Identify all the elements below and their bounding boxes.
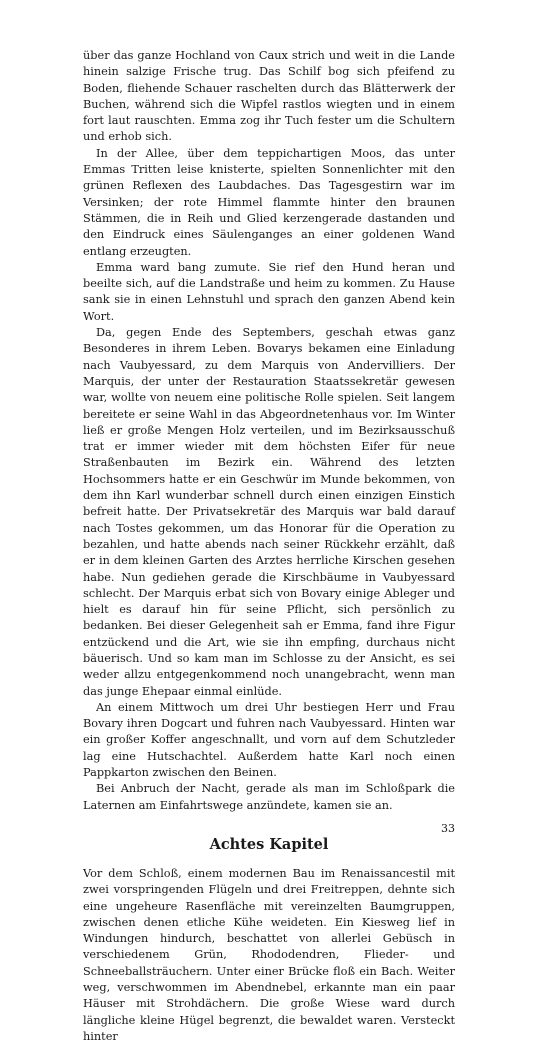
page-number: 33 xyxy=(441,822,455,835)
paragraph-allee: In der Allee, über dem teppichartigen Moos, das unter Emmas Tritten leise knisterte, spielten Sonnenlichter mit den grünen Reflexen des Laubdaches. Das Tagesgestirn war im Versinken; der rote Himmel flammte hinter den braunen Stämmen, die in Reih und Glied kerzengerade dastanden und den Eindruck eines Säulenganges an einer goldenen Wand entlang erzeugten. xyxy=(83,146,455,258)
paragraph-emma-bang: Emma ward bang zumute. Sie rief den Hund heran und beeilte sich, auf die Landstraße und heim zu kommen. Zu Hause sank sie in einen Lehnstuhl und sprach den ganzen Abend kein Wort. xyxy=(83,260,455,323)
page-body xyxy=(83,48,455,1045)
paragraph-einladung: Da, gegen Ende des Septembers, geschah etwas ganz Besonderes in ihrem Leben. Bovarys bekamen eine Einladung nach Vaubyessard, zu dem Marquis von Andervilliers. Der Marquis, der unter der Restauration Staatssekretär gewesen war, wollte von neuem eine politische Rolle spielen. Seit langem bereitete er seine Wahl in das Abgeordnetenhaus vor. Im Winter ließ er große Mengen Holz verteilen, und im Bezirksausschuß trat er immer wieder mit dem höchsten Eifer für neue Straßenbauten im Bezirk ein. Während des letzten Hochsommers hatte er ein Geschwür im Munde bekommen, von dem ihn Karl wunderbar schnell durch einen einzigen Einstich befreit hatte. Der Privatsekretär des Marquis war bald darauf nach Tostes gekommen, um das Honorar für die Operation zu bezahlen, und hatte abends nach seiner Rückkehr erzählt, daß er in dem kleinen Garten des Arztes herrliche Kirschen gesehen habe. Nun gediehen gerade die Kirschbäume in Vaubyessard schlecht. Der Marquis erbat sich von Bovary einige Ableger und hielt es darauf hin für seine Pflicht, sich persönlich zu bedanken. Bei dieser Gelegenheit sah er Emma, fand ihre Figur entzückend und die Art, wie sie ihn empfing, durchaus nicht bäuerisch. Und so kam man im Schlosse zu der Ansicht, es sei weder allzu entgegenkommend noch unangebracht, wenn man das junge Ehepaar einmal einlüde. xyxy=(83,326,455,698)
paragraph-anbruch: Bei Anbruch der Nacht, gerade als man im Schloßpark die Laternen am Einfahrtswege anzündete, kamen sie an. xyxy=(83,782,455,812)
paragraph-schloss: Vor dem Schloß, einem modernen Bau im Renaissancestil mit zwei vorspringenden Flügeln und drei Freitreppen, dehnte sich eine ungeheure Rasenfläche mit vereinzelten Baumgruppen, zwischen denen etliche Kühe weideten. Ein Kiesweg lief in Windungen hindurch, beschattet von allerlei Gebüsch in verschiedenem Grün, Rhododendren, Flieder- und Schneeballsträuchern. Unter einer Brücke floß ein Bach. Weiter weg, verschwommen im Abendnebel, erkannte man ein paar Häuser mit Strohdächern. Die große Wiese ward durch längliche kleine Hügel begrenzt, die bewaldet waren. Versteckt hinter xyxy=(83,866,455,1043)
paragraph-continued: über das ganze Hochland von Caux strich und weit in die Lande hinein salzige Frische trug. Das Schilf bog sich pfeifend zu Boden, fliehende Schauer raschelten durch das Blätterwerk der Buchen, während sich die Wipfel rastlos wiegten und in einem fort laut rauschten. Emma zog ihr Tuch fester um die Schultern und erhob sich. xyxy=(83,49,455,144)
paragraph-mittwoch: An einem Mittwoch um drei Uhr bestiegen Herr und Frau Bovary ihren Dogcart und fuhren nach Vaubyessard. Hinten war ein großer Koffer angeschnallt, und vorn auf dem Schutzleder lag eine Hutschachtel. Außerdem hatte Karl noch einen Pappkarton zwischen den Beinen. xyxy=(83,700,455,780)
chapter-title: Achtes Kapitel xyxy=(209,835,329,853)
